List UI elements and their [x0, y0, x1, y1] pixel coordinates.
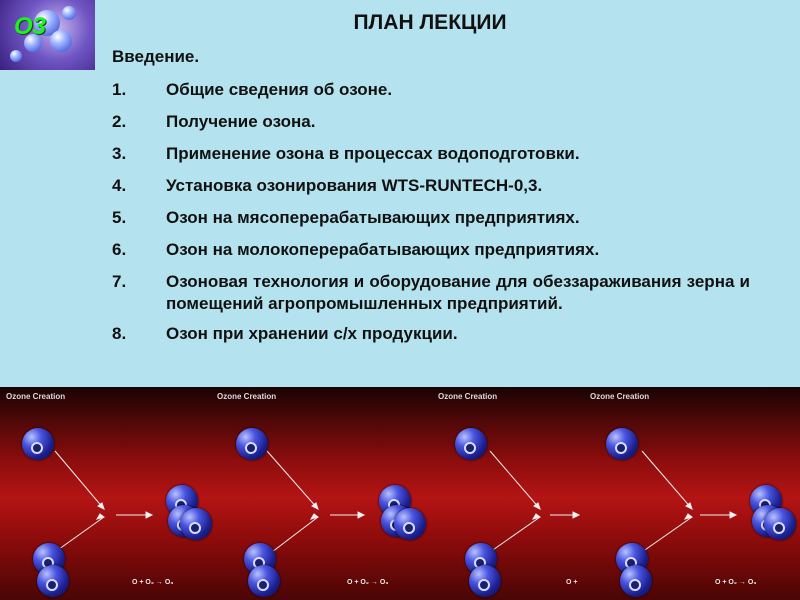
list-item: [112, 271, 750, 315]
item-text: Получение озона.: [166, 112, 316, 131]
list-item: [112, 143, 750, 165]
item-text: Общие сведения об озоне.: [166, 80, 393, 99]
molecule-icon: [62, 6, 76, 20]
list-item: [112, 207, 750, 229]
list-item: [112, 175, 750, 197]
oxygen-atom-icon: [455, 428, 487, 460]
reaction-arrows-icon: [432, 387, 592, 600]
list-item: [112, 79, 750, 101]
oxygen-atom-icon: [469, 565, 501, 597]
oxygen-atom-icon: [37, 565, 69, 597]
molecule-icon: [10, 50, 22, 62]
item-text: Применение озона в процессах водоподготовки.: [166, 144, 580, 163]
item-text: Озон на молокоперерабатывающих предприятиях.: [166, 240, 600, 259]
oxygen-atom-icon: [620, 565, 652, 597]
oxygen-atom-icon: [606, 428, 638, 460]
item-number: 8.: [112, 324, 127, 343]
reaction-equation: O + O₂ → O₃: [132, 579, 174, 586]
panel-label: Ozone Creation: [6, 392, 66, 401]
logo-label: O3: [14, 13, 47, 40]
ozone-panel: [432, 387, 592, 600]
item-number: 1.: [112, 80, 127, 99]
item-text: Озоновая технология и оборудование для обеззараживания зерна и помещений агропромышленных предприятий.: [166, 272, 750, 313]
oxygen-atom-icon: [236, 428, 268, 460]
item-text: Установка озонирования WTS-RUNTECH-0,3.: [166, 176, 543, 195]
item-text: Озон на мясоперерабатывающих предприятиях.: [166, 208, 580, 227]
ozone-panel: [0, 387, 210, 600]
panel-label: Ozone Creation: [217, 392, 277, 401]
list-item: [112, 111, 750, 133]
reaction-equation: O + O₂ → O₃: [715, 579, 757, 586]
ozone-panel: [212, 387, 432, 600]
intro-text: Введение.: [112, 47, 200, 66]
reaction-equation: O + O₂ → O₃: [347, 579, 389, 586]
panel-label: Ozone Creation: [590, 392, 650, 401]
item-number: 7.: [112, 272, 127, 291]
oxygen-atom-icon: [22, 428, 54, 460]
oxygen-atom-icon: [248, 565, 280, 597]
list-item: [112, 323, 750, 345]
page-title: ПЛАН ЛЕКЦИИ: [353, 11, 507, 34]
oxygen-atom-icon: [764, 508, 796, 540]
item-number: 3.: [112, 144, 127, 163]
molecule-icon: [50, 30, 72, 52]
ozone-panel: [584, 387, 800, 600]
item-number: 4.: [112, 176, 127, 195]
reaction-equation: O +: [566, 579, 578, 586]
panel-label: Ozone Creation: [438, 392, 498, 401]
ozone-creation-strip: [0, 387, 800, 600]
oxygen-atom-icon: [180, 508, 212, 540]
item-number: 5.: [112, 208, 127, 227]
lecture-plan-list: [112, 79, 750, 355]
item-number: 2.: [112, 112, 127, 131]
item-text: Озон при хранении с/х продукции.: [166, 324, 458, 343]
item-number: 6.: [112, 240, 127, 259]
list-item: [112, 239, 750, 261]
oxygen-atom-icon: [394, 508, 426, 540]
ozone-logo: [0, 0, 95, 70]
